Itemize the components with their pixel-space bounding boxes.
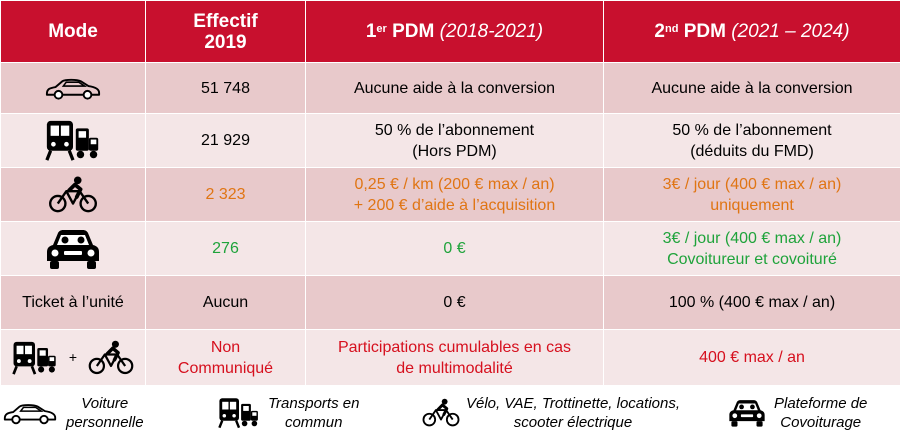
carpool-icon [728,398,766,428]
public-transport-icon [12,340,58,376]
header-row [1,1,900,63]
effectif-cell: 21 929 [146,114,306,168]
car-icon [44,76,102,100]
pdm1-cell: 0,25 € / km (200 € max / an) + 200 € d’aide à l’acquisition [306,168,604,222]
header-effectif: Effectif 2019 [146,1,306,63]
effectif-cell: Aucun [146,276,306,330]
legend-label: Transports en commun [268,395,360,431]
bicycle-icon [88,340,134,376]
row-car [1,63,900,114]
pdm2-cell: 100 % (400 € max / an) [604,276,900,330]
mode-cell [1,330,146,386]
pdm2-cell: 400 € max / an [604,330,900,386]
legend-label: Plateforme de Covoiturage [774,395,868,431]
effectif-cell: 2 323 [146,168,306,222]
effectif-cell: Non Communiqué [146,330,306,386]
pdm2-cell: 3€ / jour (400 € max / an) Covoitureur et covoituré [604,222,900,276]
effectif-cell: 276 [146,222,306,276]
plus-sign: + [68,349,78,365]
mode-cell [1,222,146,276]
legend [0,385,900,441]
row-bicycle [1,168,900,222]
car-icon [2,401,58,425]
public-transport-icon [45,119,101,162]
header-pdm2: 2nd PDM (2021 – 2024) [604,1,900,63]
pdm1-cell: Participations cumulables en cas de multimodalité [306,330,604,386]
pdm2-cell: 50 % de l’abonnement (déduits du FMD) [604,114,900,168]
header-mode: Mode [1,1,146,63]
bicycle-icon [422,398,460,428]
bicycle-icon [48,176,98,214]
row-multimodal [1,330,900,386]
effectif-cell: 51 748 [146,63,306,114]
pdm1-cell: 50 % de l’abonnement (Hors PDM) [306,114,604,168]
row-single-ticket [1,276,900,330]
mode-cell [1,168,146,222]
mode-cell: Ticket à l’unité [1,276,146,330]
transport-plus-bicycle-icon [5,340,141,376]
row-public-transport [1,114,900,168]
legend-item-transport [218,385,359,441]
header-pdm1: 1er PDM (2018-2021) [306,1,604,63]
pdm1-cell: 0 € [306,222,604,276]
pdm1-cell: 0 € [306,276,604,330]
carpool-icon [45,227,101,271]
public-transport-icon [218,396,260,430]
mode-cell [1,114,146,168]
legend-label: Voiture personnelle [66,395,144,431]
legend-item-carpool [728,385,867,441]
pdm1-cell: Aucune aide à la conversion [306,63,604,114]
row-carpool [1,222,900,276]
mode-cell [1,63,146,114]
pdm2-cell: 3€ / jour (400 € max / an) uniquement [604,168,900,222]
legend-label: Vélo, VAE, Trottinette, locations, scooter électrique [466,395,680,431]
legend-item-car [2,385,144,441]
pdm2-cell: Aucune aide à la conversion [604,63,900,114]
legend-item-bicycle [422,385,680,441]
